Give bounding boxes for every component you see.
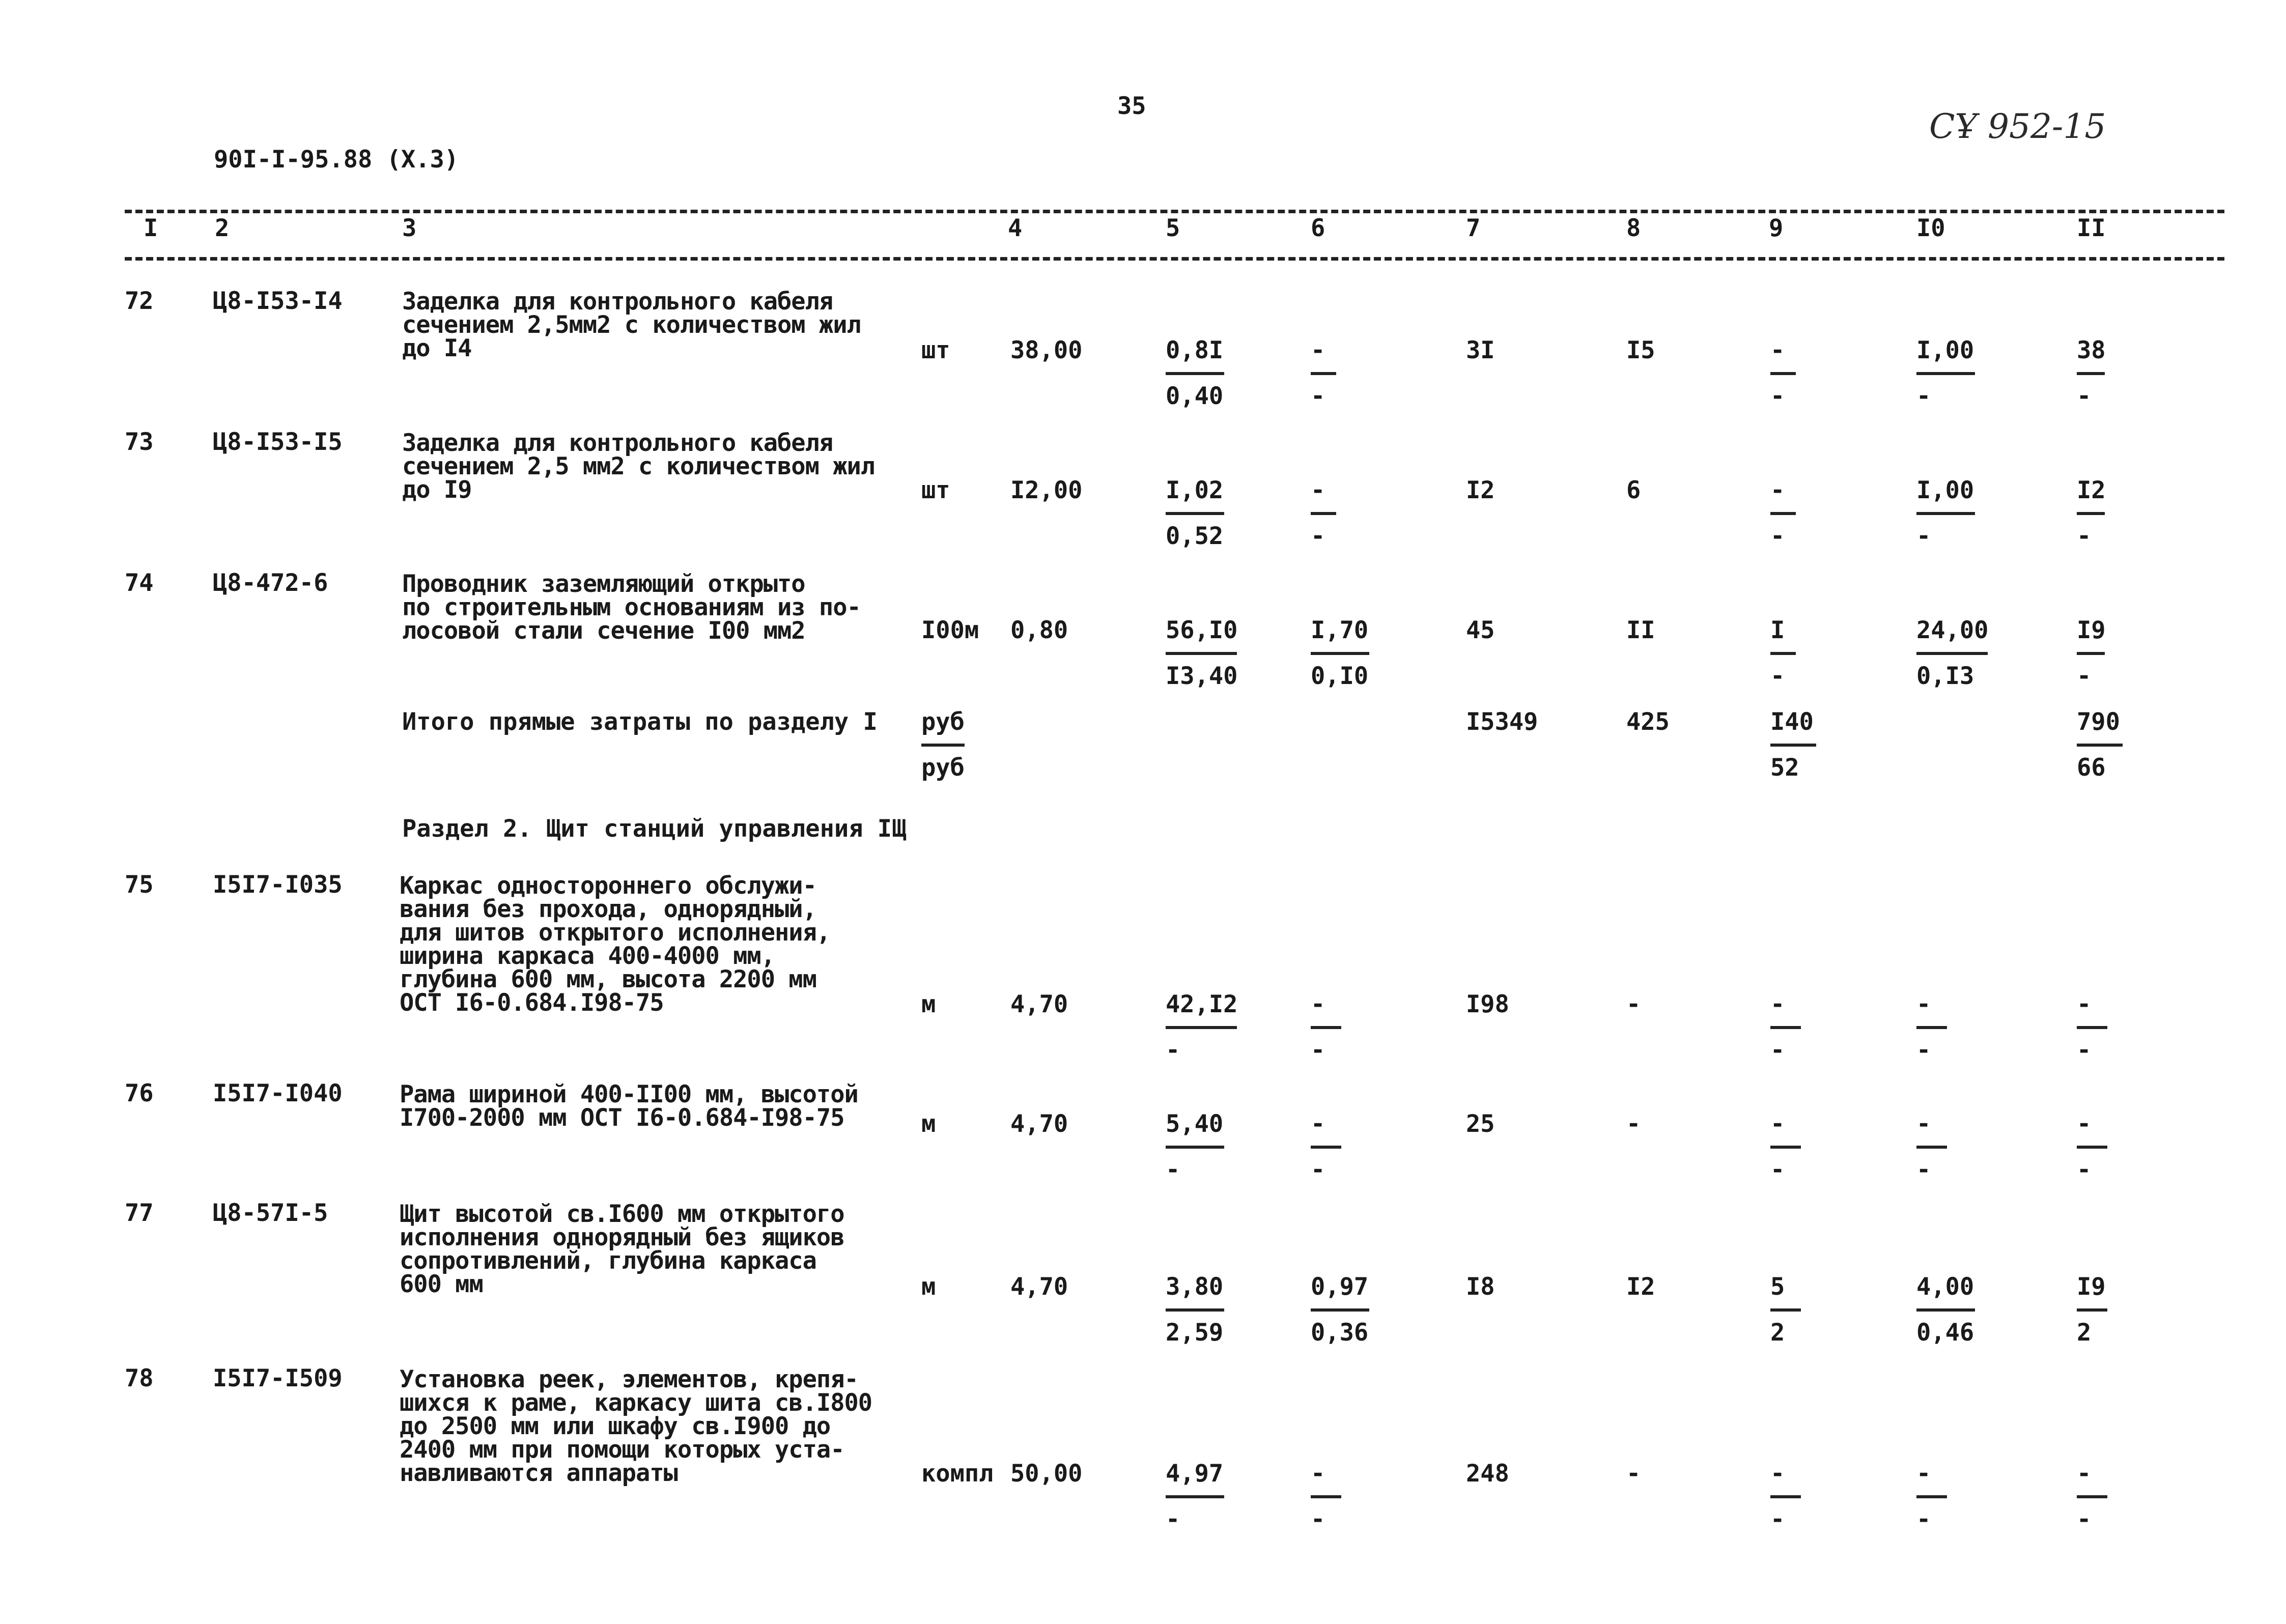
column-header: 7: [1466, 214, 1481, 242]
col11-bottom: -: [2077, 522, 2092, 550]
row-number: 78: [125, 1364, 154, 1392]
col6-top: -: [1311, 1110, 1325, 1138]
row-quantity: 4,70: [1010, 990, 1068, 1018]
col10-fraction: [1916, 478, 2028, 549]
col9-fraction: [1770, 1112, 1882, 1182]
col7-value: 3I: [1466, 336, 1495, 364]
col8-value: -: [1626, 1460, 1641, 1488]
row-description: Щит высотой св.I600 мм открытого исполнения однорядный без ящиков сопротивлений, глубина каркаса 600 мм: [400, 1200, 844, 1298]
row-code: I5I7-I035: [213, 871, 343, 899]
row-description: Заделка для контрольного кабеля сечением 2,5 мм2 с количеством жил до I9: [402, 429, 875, 504]
col11-fraction: [2077, 478, 2189, 549]
document-code: 90I-I-95.88 (X.3): [214, 146, 459, 174]
row-unit: шт: [921, 476, 950, 504]
col11-bottom: -: [2077, 382, 2092, 410]
col8-value: I5: [1626, 336, 1655, 364]
row-unit: м: [921, 990, 936, 1018]
col10-bottom: 0,I3: [1916, 662, 1974, 690]
col6-fraction: [1311, 478, 1423, 549]
col11-top: 38: [2077, 336, 2106, 364]
col7-value: I8: [1466, 1273, 1495, 1301]
subtotal-col9: [1770, 710, 1882, 780]
subtotal-col9-bottom: 52: [1770, 754, 1799, 782]
col6-top: -: [1311, 990, 1325, 1018]
row-quantity: 0,80: [1010, 616, 1068, 644]
col5-bottom: -: [1166, 1156, 1180, 1184]
col7-value: 248: [1466, 1460, 1509, 1488]
col11-top: I2: [2077, 476, 2106, 504]
column-header: 9: [1769, 214, 1784, 242]
col9-top: -: [1770, 476, 1785, 504]
col10-top: 4,00: [1916, 1273, 1974, 1301]
col5-bottom: -: [1166, 1036, 1180, 1064]
col11-fraction: [2077, 1275, 2189, 1345]
col9-top: -: [1770, 336, 1785, 364]
col11-fraction: [2077, 1462, 2189, 1532]
col6-fraction: [1311, 992, 1423, 1063]
row-number: 74: [125, 569, 154, 597]
col8-value: 6: [1626, 476, 1641, 504]
col10-fraction: [1916, 992, 2028, 1063]
col9-top: -: [1770, 990, 1785, 1018]
col10-fraction: [1916, 1462, 2028, 1532]
col5-top: 3,80: [1166, 1273, 1224, 1301]
col10-bottom: -: [1916, 1505, 1931, 1533]
col11-bottom: 2: [2077, 1319, 2092, 1347]
subtotal-unit-top: руб: [921, 708, 965, 736]
col11-fraction: [2077, 992, 2189, 1063]
col5-fraction: [1166, 1112, 1278, 1182]
col9-fraction: [1770, 618, 1882, 689]
subtotal-col7: I5349: [1466, 708, 1538, 736]
header-bottom-rule: [125, 257, 2224, 261]
col11-bottom: -: [2077, 662, 2092, 690]
page-number: 35: [1117, 92, 1146, 120]
row-code: Ц8-I53-I5: [213, 428, 343, 456]
col10-top: 24,00: [1916, 616, 1989, 644]
subtotal-col11-bottom: 66: [2077, 754, 2106, 782]
col10-fraction: [1916, 618, 2028, 689]
col9-bottom: -: [1770, 1156, 1785, 1184]
row-code: I5I7-I509: [213, 1364, 343, 1392]
col10-top: I,00: [1916, 336, 1974, 364]
col9-fraction: [1770, 338, 1882, 409]
column-header: 2: [215, 214, 230, 242]
row-unit: м: [921, 1273, 936, 1301]
col6-bottom: -: [1311, 1156, 1325, 1184]
col11-top: I9: [2077, 616, 2106, 644]
row-number: 76: [125, 1079, 154, 1107]
col11-top: I9: [2077, 1273, 2106, 1301]
col5-fraction: [1166, 478, 1278, 549]
col5-bottom: 0,40: [1166, 382, 1224, 410]
col10-top: -: [1916, 990, 1931, 1018]
col5-fraction: [1166, 338, 1278, 409]
col11-bottom: -: [2077, 1156, 2092, 1184]
col11-top: -: [2077, 1110, 2092, 1138]
col10-fraction: [1916, 338, 2028, 409]
col11-fraction: [2077, 1112, 2189, 1182]
row-quantity: 50,00: [1010, 1460, 1083, 1488]
column-header: 6: [1311, 214, 1325, 242]
col6-fraction: [1311, 1462, 1423, 1532]
col9-top: 5: [1770, 1273, 1785, 1301]
col7-value: 25: [1466, 1110, 1495, 1138]
column-header: I0: [1916, 214, 1945, 242]
col11-fraction: [2077, 618, 2189, 689]
col11-bottom: -: [2077, 1036, 2092, 1064]
col5-fraction: [1166, 1462, 1278, 1532]
col10-bottom: -: [1916, 382, 1931, 410]
row-number: 77: [125, 1199, 154, 1227]
col5-top: 56,I0: [1166, 616, 1238, 644]
row-code: Ц8-57I-5: [213, 1199, 328, 1227]
col10-top: -: [1916, 1460, 1931, 1488]
col9-bottom: -: [1770, 662, 1785, 690]
row-number: 73: [125, 428, 154, 456]
col5-top: 42,I2: [1166, 990, 1238, 1018]
col5-bottom: -: [1166, 1505, 1180, 1533]
col10-top: I,00: [1916, 476, 1974, 504]
col8-value: -: [1626, 990, 1641, 1018]
row-unit: м: [921, 1110, 936, 1138]
col6-fraction: [1311, 618, 1423, 689]
col9-top: -: [1770, 1460, 1785, 1488]
col11-top: -: [2077, 990, 2092, 1018]
subtotal-label: Итого прямые затраты по разделу I: [402, 708, 878, 736]
row-unit: I00м: [921, 616, 979, 644]
handwritten-mark: CҰ 952-15: [1929, 107, 2106, 146]
col7-value: I98: [1466, 990, 1509, 1018]
subtotal-col8: 425: [1626, 708, 1670, 736]
row-number: 72: [125, 287, 154, 315]
col5-fraction: [1166, 1275, 1278, 1345]
col5-bottom: 0,52: [1166, 522, 1224, 550]
col6-top: -: [1311, 1460, 1325, 1488]
col9-top: -: [1770, 1110, 1785, 1138]
row-unit: шт: [921, 336, 950, 364]
col11-bottom: -: [2077, 1505, 2092, 1533]
col11-top: -: [2077, 1460, 2092, 1488]
row-quantity: 4,70: [1010, 1110, 1068, 1138]
col5-top: 5,40: [1166, 1110, 1224, 1138]
row-quantity: 4,70: [1010, 1273, 1068, 1301]
col6-bottom: -: [1311, 522, 1325, 550]
col9-fraction: [1770, 1462, 1882, 1532]
column-header: 4: [1008, 214, 1023, 242]
row-description: Каркас одностороннего обслужи- вания без прохода, однорядный, для шитов открытого исполнения, ширина каркаса 400-4000 мм, глубина 600 мм, высота 2200 мм ОСТ I6-0.684.I98-75: [400, 872, 831, 1017]
col9-fraction: [1770, 992, 1882, 1063]
col10-top: -: [1916, 1110, 1931, 1138]
col10-fraction: [1916, 1112, 2028, 1182]
col8-value: II: [1626, 616, 1655, 644]
col5-top: I,02: [1166, 476, 1224, 504]
col9-bottom: 2: [1770, 1319, 1785, 1347]
header-top-rule: [125, 210, 2224, 213]
col6-bottom: 0,36: [1311, 1319, 1369, 1347]
subtotal-unit: [921, 710, 1033, 780]
col6-top: -: [1311, 476, 1325, 504]
row-number: 75: [125, 871, 154, 899]
col9-bottom: -: [1770, 382, 1785, 410]
col5-bottom: I3,40: [1166, 662, 1238, 690]
col9-top: I: [1770, 616, 1785, 644]
col9-fraction: [1770, 478, 1882, 549]
col6-bottom: 0,I0: [1311, 662, 1369, 690]
col9-bottom: -: [1770, 1036, 1785, 1064]
col7-value: 45: [1466, 616, 1495, 644]
col5-top: 0,8I: [1166, 336, 1224, 364]
col5-fraction: [1166, 618, 1278, 689]
col6-fraction: [1311, 1112, 1423, 1182]
col6-fraction: [1311, 338, 1423, 409]
col5-bottom: 2,59: [1166, 1319, 1224, 1347]
col6-top: I,70: [1311, 616, 1369, 644]
col6-top: -: [1311, 336, 1325, 364]
row-code: Ц8-472-6: [213, 569, 328, 597]
row-description: Заделка для контрольного кабеля сечением 2,5мм2 с количеством жил до I4: [402, 288, 861, 362]
col10-bottom: -: [1916, 1036, 1931, 1064]
col6-top: 0,97: [1311, 1273, 1369, 1301]
col9-bottom: -: [1770, 522, 1785, 550]
subtotal-col9-top: I40: [1770, 708, 1814, 736]
column-header: 5: [1166, 214, 1180, 242]
col11-fraction: [2077, 338, 2189, 409]
column-header: 8: [1626, 214, 1641, 242]
col10-bottom: -: [1916, 1156, 1931, 1184]
subtotal-col11-top: 790: [2077, 708, 2120, 736]
column-header: II: [2077, 214, 2106, 242]
col6-bottom: -: [1311, 382, 1325, 410]
col9-fraction: [1770, 1275, 1882, 1345]
row-description: Установка реек, элементов, крепя- шихся к раме, каркасу шита св.I800 до 2500 мм или шкафу св.I900 до 2400 мм при помощи которых уста- навливаются аппараты: [400, 1365, 872, 1487]
row-quantity: 38,00: [1010, 336, 1083, 364]
column-header: I: [144, 214, 158, 242]
col5-top: 4,97: [1166, 1460, 1224, 1488]
col5-fraction: [1166, 992, 1278, 1063]
col10-bottom: 0,46: [1916, 1319, 1974, 1347]
row-code: Ц8-I53-I4: [213, 287, 343, 315]
col8-value: I2: [1626, 1273, 1655, 1301]
col8-value: -: [1626, 1110, 1641, 1138]
row-description: Рама шириной 400-II00 мм, высотой I700-2000 мм ОСТ I6-0.684-I98-75: [400, 1080, 858, 1132]
col7-value: I2: [1466, 476, 1495, 504]
col10-bottom: -: [1916, 522, 1931, 550]
row-code: I5I7-I040: [213, 1079, 343, 1107]
col10-fraction: [1916, 1275, 2028, 1345]
col6-bottom: -: [1311, 1505, 1325, 1533]
row-description: Проводник заземляющий открыто по строительным основаниям из по- лосовой стали сечение I00 мм2: [402, 570, 861, 645]
col9-bottom: -: [1770, 1505, 1785, 1533]
col6-fraction: [1311, 1275, 1423, 1345]
subtotal-unit-bottom: руб: [921, 754, 965, 782]
subtotal-col11: [2077, 710, 2189, 780]
column-header: 3: [402, 214, 417, 242]
row-quantity: I2,00: [1010, 476, 1083, 504]
section-title: Раздел 2. Щит станций управления IЩ: [402, 815, 907, 843]
col6-bottom: -: [1311, 1036, 1325, 1064]
row-unit: компл: [921, 1460, 994, 1488]
